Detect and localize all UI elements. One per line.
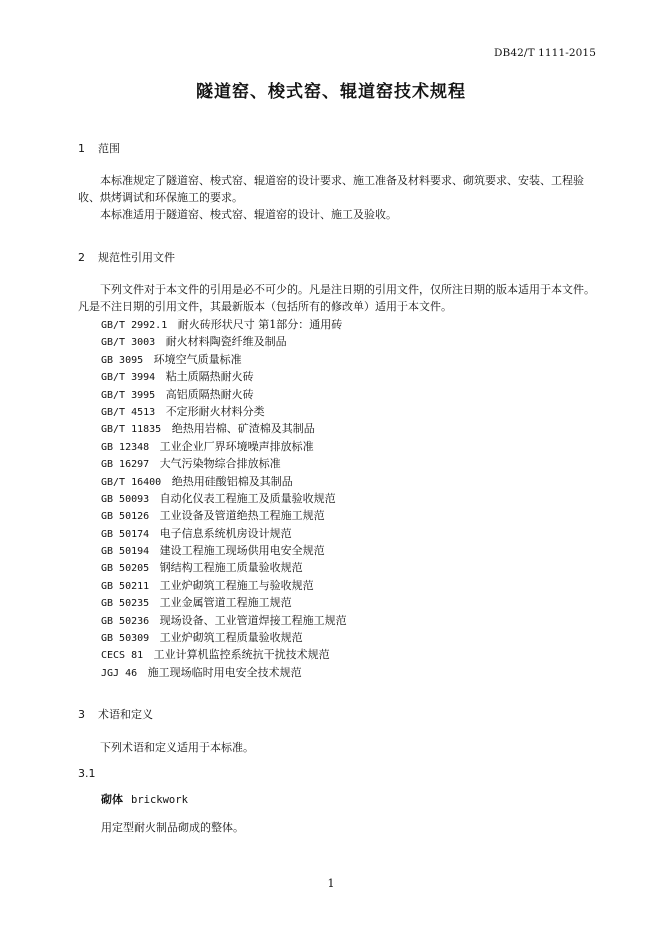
section-3-heading (78, 706, 153, 722)
reference-name: 现场设备、工业管道焊接工程施工规范 (159, 613, 347, 627)
reference-code: GB 50194 (101, 546, 150, 558)
reference-name: 绝热用硅酸铝棉及其制品 (171, 474, 293, 488)
reference-item (101, 594, 347, 611)
reference-name: 工业计算机监控系统抗干扰技术规范 (153, 648, 330, 662)
page-number: 1 (327, 877, 335, 890)
reference-name: 高铝质隔热耐火砖 (165, 387, 254, 401)
normative-references-list (101, 316, 347, 681)
reference-item (101, 351, 347, 368)
reference-item (101, 368, 347, 385)
reference-name: 不定形耐火材料分类 (165, 404, 265, 418)
document-title: 隧道窑、梭式窑、辊道窑技术规程 (196, 82, 466, 102)
reference-code: GB/T 16400 (101, 476, 162, 488)
reference-item (101, 438, 347, 455)
reference-code: GB/T 4513 (101, 406, 156, 418)
reference-name: 自动化仪表工程施工及质量验收规范 (159, 491, 336, 505)
reference-name: 绝热用岩棉、矿渣棉及其制品 (171, 422, 315, 436)
reference-name: 建设工程施工现场供用电安全规范 (159, 544, 325, 558)
reference-code: GB 50235 (101, 598, 150, 610)
term-entry (101, 791, 188, 807)
section-1-paragraph-2: 本标准适用于隧道窑、梭式窑、辊道窑的设计、施工及验收。 (100, 208, 397, 221)
reference-name: 环境空气质量标准 (153, 352, 242, 366)
reference-item (101, 403, 347, 420)
reference-name: 电子信息系统机房设计规范 (159, 526, 292, 540)
reference-name: 耐火材料陶瓷纤维及制品 (165, 335, 287, 349)
term-english: brickwork (131, 794, 188, 806)
term-definition: 用定型耐火制品砌成的整体。 (101, 821, 244, 834)
reference-item (101, 386, 347, 403)
reference-name: 钢结构工程施工质量验收规范 (159, 561, 303, 575)
reference-code: GB 50174 (101, 528, 150, 540)
section-2-heading (78, 249, 175, 265)
reference-code: GB 12348 (101, 441, 150, 453)
reference-name: 施工现场临时用电安全技术规范 (147, 665, 302, 679)
reference-name: 工业炉砌筑工程施工与验收规范 (159, 578, 314, 592)
section-1-heading (78, 140, 120, 156)
reference-code: GB/T 2992.1 (101, 320, 168, 331)
reference-code: GB 50309 (101, 633, 150, 645)
reference-code: GB/T 3003 (101, 337, 156, 349)
reference-name: 工业炉砌筑工程质量验收规范 (159, 631, 303, 645)
reference-code: GB 3095 (101, 354, 144, 366)
reference-name: 耐火砖形状尺寸 第1部分：通用砖 (177, 318, 343, 331)
reference-item (101, 577, 347, 594)
reference-code: GB 50126 (101, 511, 150, 523)
reference-item (101, 455, 347, 472)
reference-item (101, 473, 347, 490)
reference-item (101, 333, 347, 350)
reference-code: GB 16297 (101, 459, 150, 471)
reference-code: JGJ 46 (101, 667, 138, 679)
section-2-intro: 下列文件对于本文件的引用是必不可少的。凡是注日期的引用文件，仅所注日期的版本适用于本文件。凡是不注日期的引用文件，其最新版本（包括所有的修改单）适用于本文件。 (78, 283, 595, 313)
section-number: 1 (78, 142, 85, 155)
section-title: 术语和定义 (98, 708, 153, 721)
reference-code: CECS 81 (101, 650, 144, 662)
reference-code: GB 50093 (101, 493, 150, 505)
reference-name: 工业设备及管道绝热工程施工规范 (159, 509, 325, 523)
reference-item (101, 316, 347, 333)
standard-code: DB42/T 1111-2015 (494, 47, 596, 59)
reference-name: 粘土质隔热耐火砖 (165, 370, 254, 384)
reference-name: 工业金属管道工程施工规范 (159, 596, 292, 610)
section-3-intro: 下列术语和定义适用于本标准。 (100, 741, 254, 754)
section-number: 2 (78, 251, 85, 264)
reference-item (101, 542, 347, 559)
reference-code: GB/T 3995 (101, 389, 156, 401)
reference-item (101, 420, 347, 437)
reference-code: GB 50236 (101, 615, 150, 627)
reference-code: GB 50211 (101, 580, 150, 592)
reference-item (101, 646, 347, 663)
reference-item (101, 525, 347, 542)
reference-code: GB 50205 (101, 563, 150, 575)
section-title: 范围 (98, 142, 120, 155)
reference-name: 工业企业厂界环境噪声排放标准 (159, 439, 314, 453)
reference-code: GB/T 11835 (101, 424, 162, 436)
reference-code: GB/T 3994 (101, 372, 156, 384)
reference-name: 大气污染物综合排放标准 (159, 457, 281, 471)
section-title: 规范性引用文件 (98, 251, 175, 264)
clause-number: 3.1 (78, 767, 96, 780)
reference-item (101, 629, 347, 646)
reference-item (101, 612, 347, 629)
section-1-paragraph-1: 本标准规定了隧道窑、梭式窑、辊道窑的设计要求、施工准备及材料要求、砌筑要求、安装、工程验收、烘烤调试和环保施工的要求。 (78, 174, 584, 204)
section-number: 3 (78, 708, 85, 721)
reference-item (101, 664, 347, 681)
reference-item (101, 559, 347, 576)
term-chinese: 砌体 (101, 793, 123, 806)
reference-item (101, 507, 347, 524)
reference-item (101, 490, 347, 507)
